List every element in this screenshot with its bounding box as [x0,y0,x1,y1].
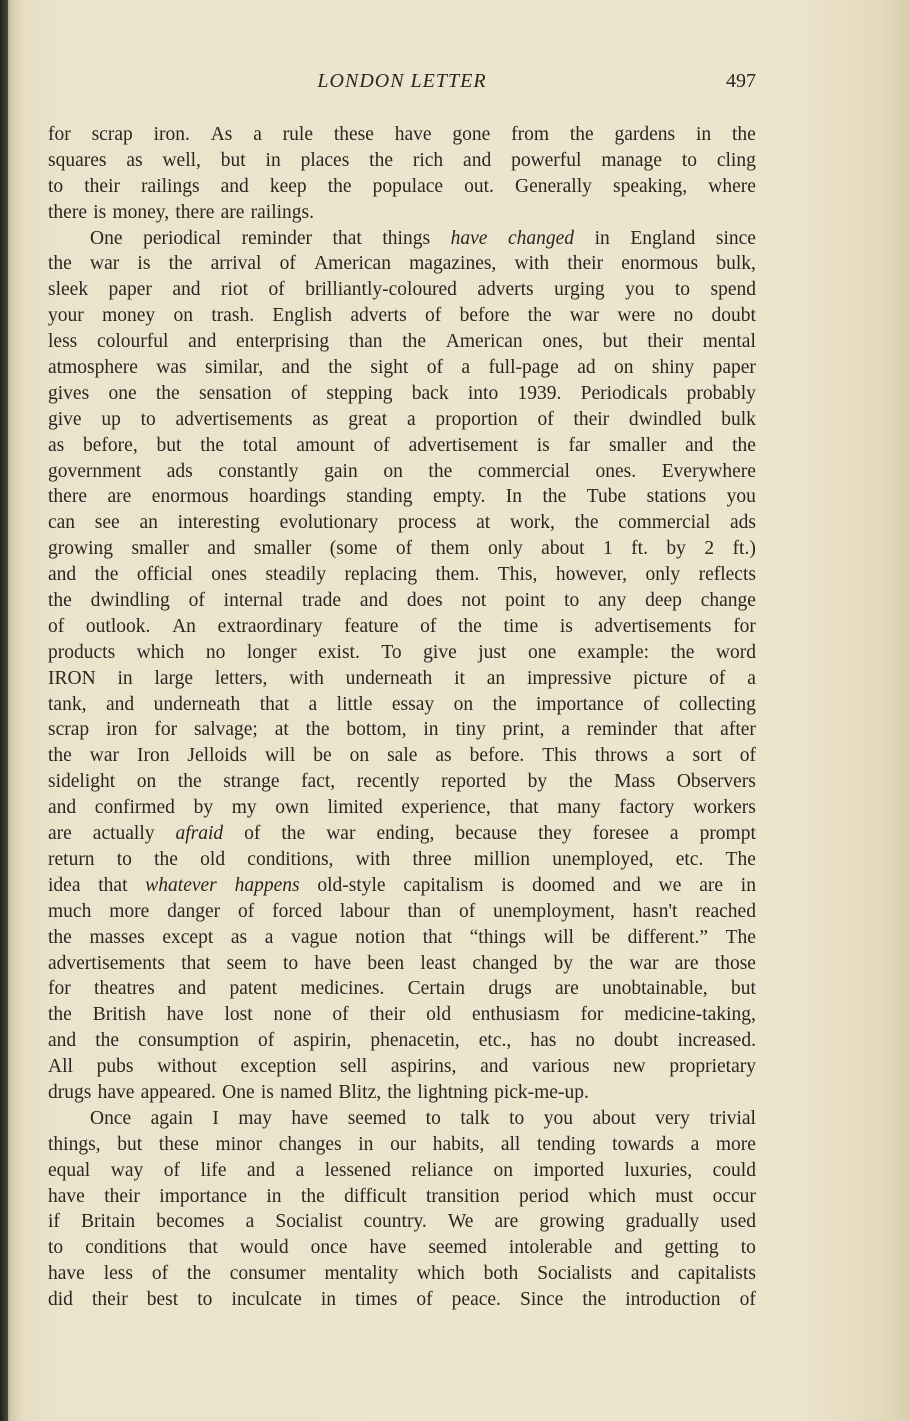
text-line: to their railings and keep the populace out. Generally speaking, where [48,175,756,197]
running-title: LONDON LETTER [317,70,487,92]
text-line: did their best to inculcate in times of peace. Since the introduction of [48,1289,756,1311]
text-line: can see an interesting evolutionary process at work, the commercial ads [48,512,756,534]
text-line: and the consumption of aspirin, phenacetin, etc., has no doubt increased. [48,1030,756,1052]
text-line: scrap iron for salvage; at the bottom, in tiny print, a reminder that after [48,719,756,741]
book-spine-edge [0,0,8,1421]
text-line: of outlook. An extraordinary feature of the time is advertisements for [48,615,756,637]
text-line: the dwindling of internal trade and does not point to any deep change [48,590,756,612]
text-line: for scrap iron. As a rule these have gone from the gardens in the [48,124,756,145]
text-line: Once again I may have seemed to talk to you about very trivial [90,1107,756,1129]
text-line: tank, and underneath that a little essay on the importance of collecting [48,693,756,715]
text-line: sleek paper and riot of brilliantly-coloured adverts urging you to spend [48,279,756,301]
text-line: are actually afraid of the war ending, because they foresee a prompt [48,823,756,845]
text-line: the war is the arrival of American magazines, with their enormous bulk, [48,253,756,275]
text-line: have their importance in the difficult transition period which must occur [48,1185,756,1207]
text-line: atmosphere was similar, and the sight of a full-page ad on shiny paper [48,357,756,379]
text-line: your money on trash. English adverts of before the war were no doubt [48,305,756,327]
body-text [48,122,756,1313]
text-line: for theatres and patent medicines. Certain drugs are unobtainable, but [48,978,756,1000]
text-line: there is money, there are railings. [48,201,315,223]
text-line: products which no longer exist. To give just one example: the word [48,641,756,663]
page-header [48,70,756,98]
text-line: the British have lost none of their old enthusiasm for medicine-taking, [48,1004,756,1026]
text-line: equal way of life and a lessened reliance on imported luxuries, could [48,1159,756,1181]
text-line: much more danger of forced labour than of unemployment, hasn't reached [48,900,756,922]
text-line: One periodical reminder that things have changed in England since [90,227,756,249]
text-line: have less of the consumer mentality which both Socialists and capitalists [48,1263,756,1285]
text-line: as before, but the total amount of advertisement is far smaller and the [48,434,756,456]
page-number: 497 [726,70,756,92]
text-line: squares as well, but in places the rich and powerful manage to cling [48,149,756,171]
text-line: less colourful and enterprising than the American ones, but their mental [48,331,756,353]
text-line: and the official ones steadily replacing them. This, however, only reflects [48,564,756,586]
text-line: the masses except as a vague notion that “things will be different.” The [48,926,756,948]
text-line: there are enormous hoardings standing empty. In the Tube stations you [48,486,756,508]
text-line: sidelight on the strange fact, recently reported by the Mass Observers [48,771,756,793]
text-line: advertisements that seem to have been least changed by the war are those [48,952,756,974]
text-line: All pubs without exception sell aspirins, and various new proprietary [48,1056,756,1078]
text-line: give up to advertisements as great a proportion of their dwindled bulk [48,408,756,430]
text-line: drugs have appeared. One is named Blitz, the lightning pick-me-up. [48,1081,589,1103]
text-line: if Britain becomes a Socialist country. We are growing gradually used [48,1211,756,1233]
text-line: things, but these minor changes in our habits, all tending towards a more [48,1133,756,1155]
text-line: return to the old conditions, with three million unemployed, etc. The [48,848,756,870]
text-line: idea that whatever happens old-style capitalism is doomed and we are in [48,874,756,896]
text-line: gives one the sensation of stepping back into 1939. Periodicals probably [48,382,756,404]
text-line: government ads constantly gain on the commercial ones. Everywhere [48,460,756,482]
text-line: growing smaller and smaller (some of them only about 1 ft. by 2 ft.) [48,538,756,560]
text-line: to conditions that would once have seemed intolerable and getting to [48,1237,756,1259]
text-line: the war Iron Jelloids will be on sale as before. This throws a sort of [48,745,756,767]
text-line: and confirmed by my own limited experience, that many factory workers [48,797,756,819]
text-line: IRON in large letters, with underneath it an impressive picture of a [48,667,756,689]
